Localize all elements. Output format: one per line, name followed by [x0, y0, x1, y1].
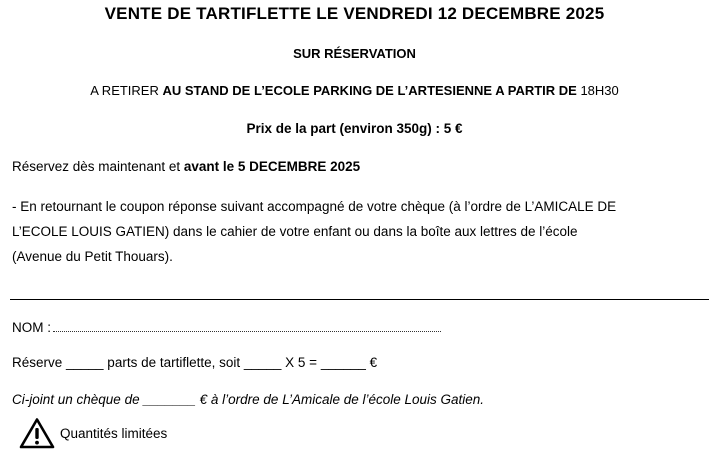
- pickup-location: AU STAND DE L’ECOLE PARKING DE L’ARTESIENNE A PARTIR DE: [162, 83, 577, 98]
- cheque-line: Ci-joint un chèque de _______ € à l’ordre de L’Amicale de l’école Louis Gatien.: [12, 392, 485, 407]
- pickup-time: 18H30: [576, 83, 619, 98]
- reservation-subtitle: SUR RÉSERVATION: [293, 46, 416, 61]
- limited-quantity-text: Quantités limitées: [60, 425, 168, 441]
- warning-triangle-icon: [19, 417, 55, 449]
- limited-quantity-notice: [19, 417, 167, 449]
- pickup-info: [0, 84, 709, 97]
- cut-line-divider: [10, 299, 709, 300]
- name-field-dotted-line[interactable]: [53, 320, 441, 332]
- instructions-line-2: L’ECOLE LOUIS GATIEN) dans le cahier de votre enfant ou dans la boîte aux lettres de l’école: [12, 224, 578, 239]
- pickup-prefix: A RETIRER: [90, 83, 163, 98]
- instructions-line-3: (Avenue du Petit Thouars).: [12, 249, 173, 264]
- name-field-row: [12, 320, 441, 335]
- order-quantity-line: Réserve _____ parts de tartiflette, soit _____ X 5 = ______ €: [12, 355, 378, 370]
- name-field-label: NOM :: [12, 320, 51, 335]
- flyer-title: VENTE DE TARTIFLETTE LE VENDREDI 12 DECEMBRE 2025: [104, 4, 605, 23]
- price-info: Prix de la part (environ 350g) : 5 €: [246, 121, 463, 136]
- reserve-prefix: Réservez dès maintenant et: [12, 159, 184, 174]
- reserve-deadline: [12, 160, 360, 174]
- instructions-paragraph: [12, 194, 702, 269]
- instructions-line-1: - En retournant le coupon réponse suivant accompagné de votre chèque (à l’ordre de L’AMICALE DE: [12, 199, 617, 214]
- reserve-deadline-date: avant le 5 DECEMBRE 2025: [183, 159, 361, 174]
